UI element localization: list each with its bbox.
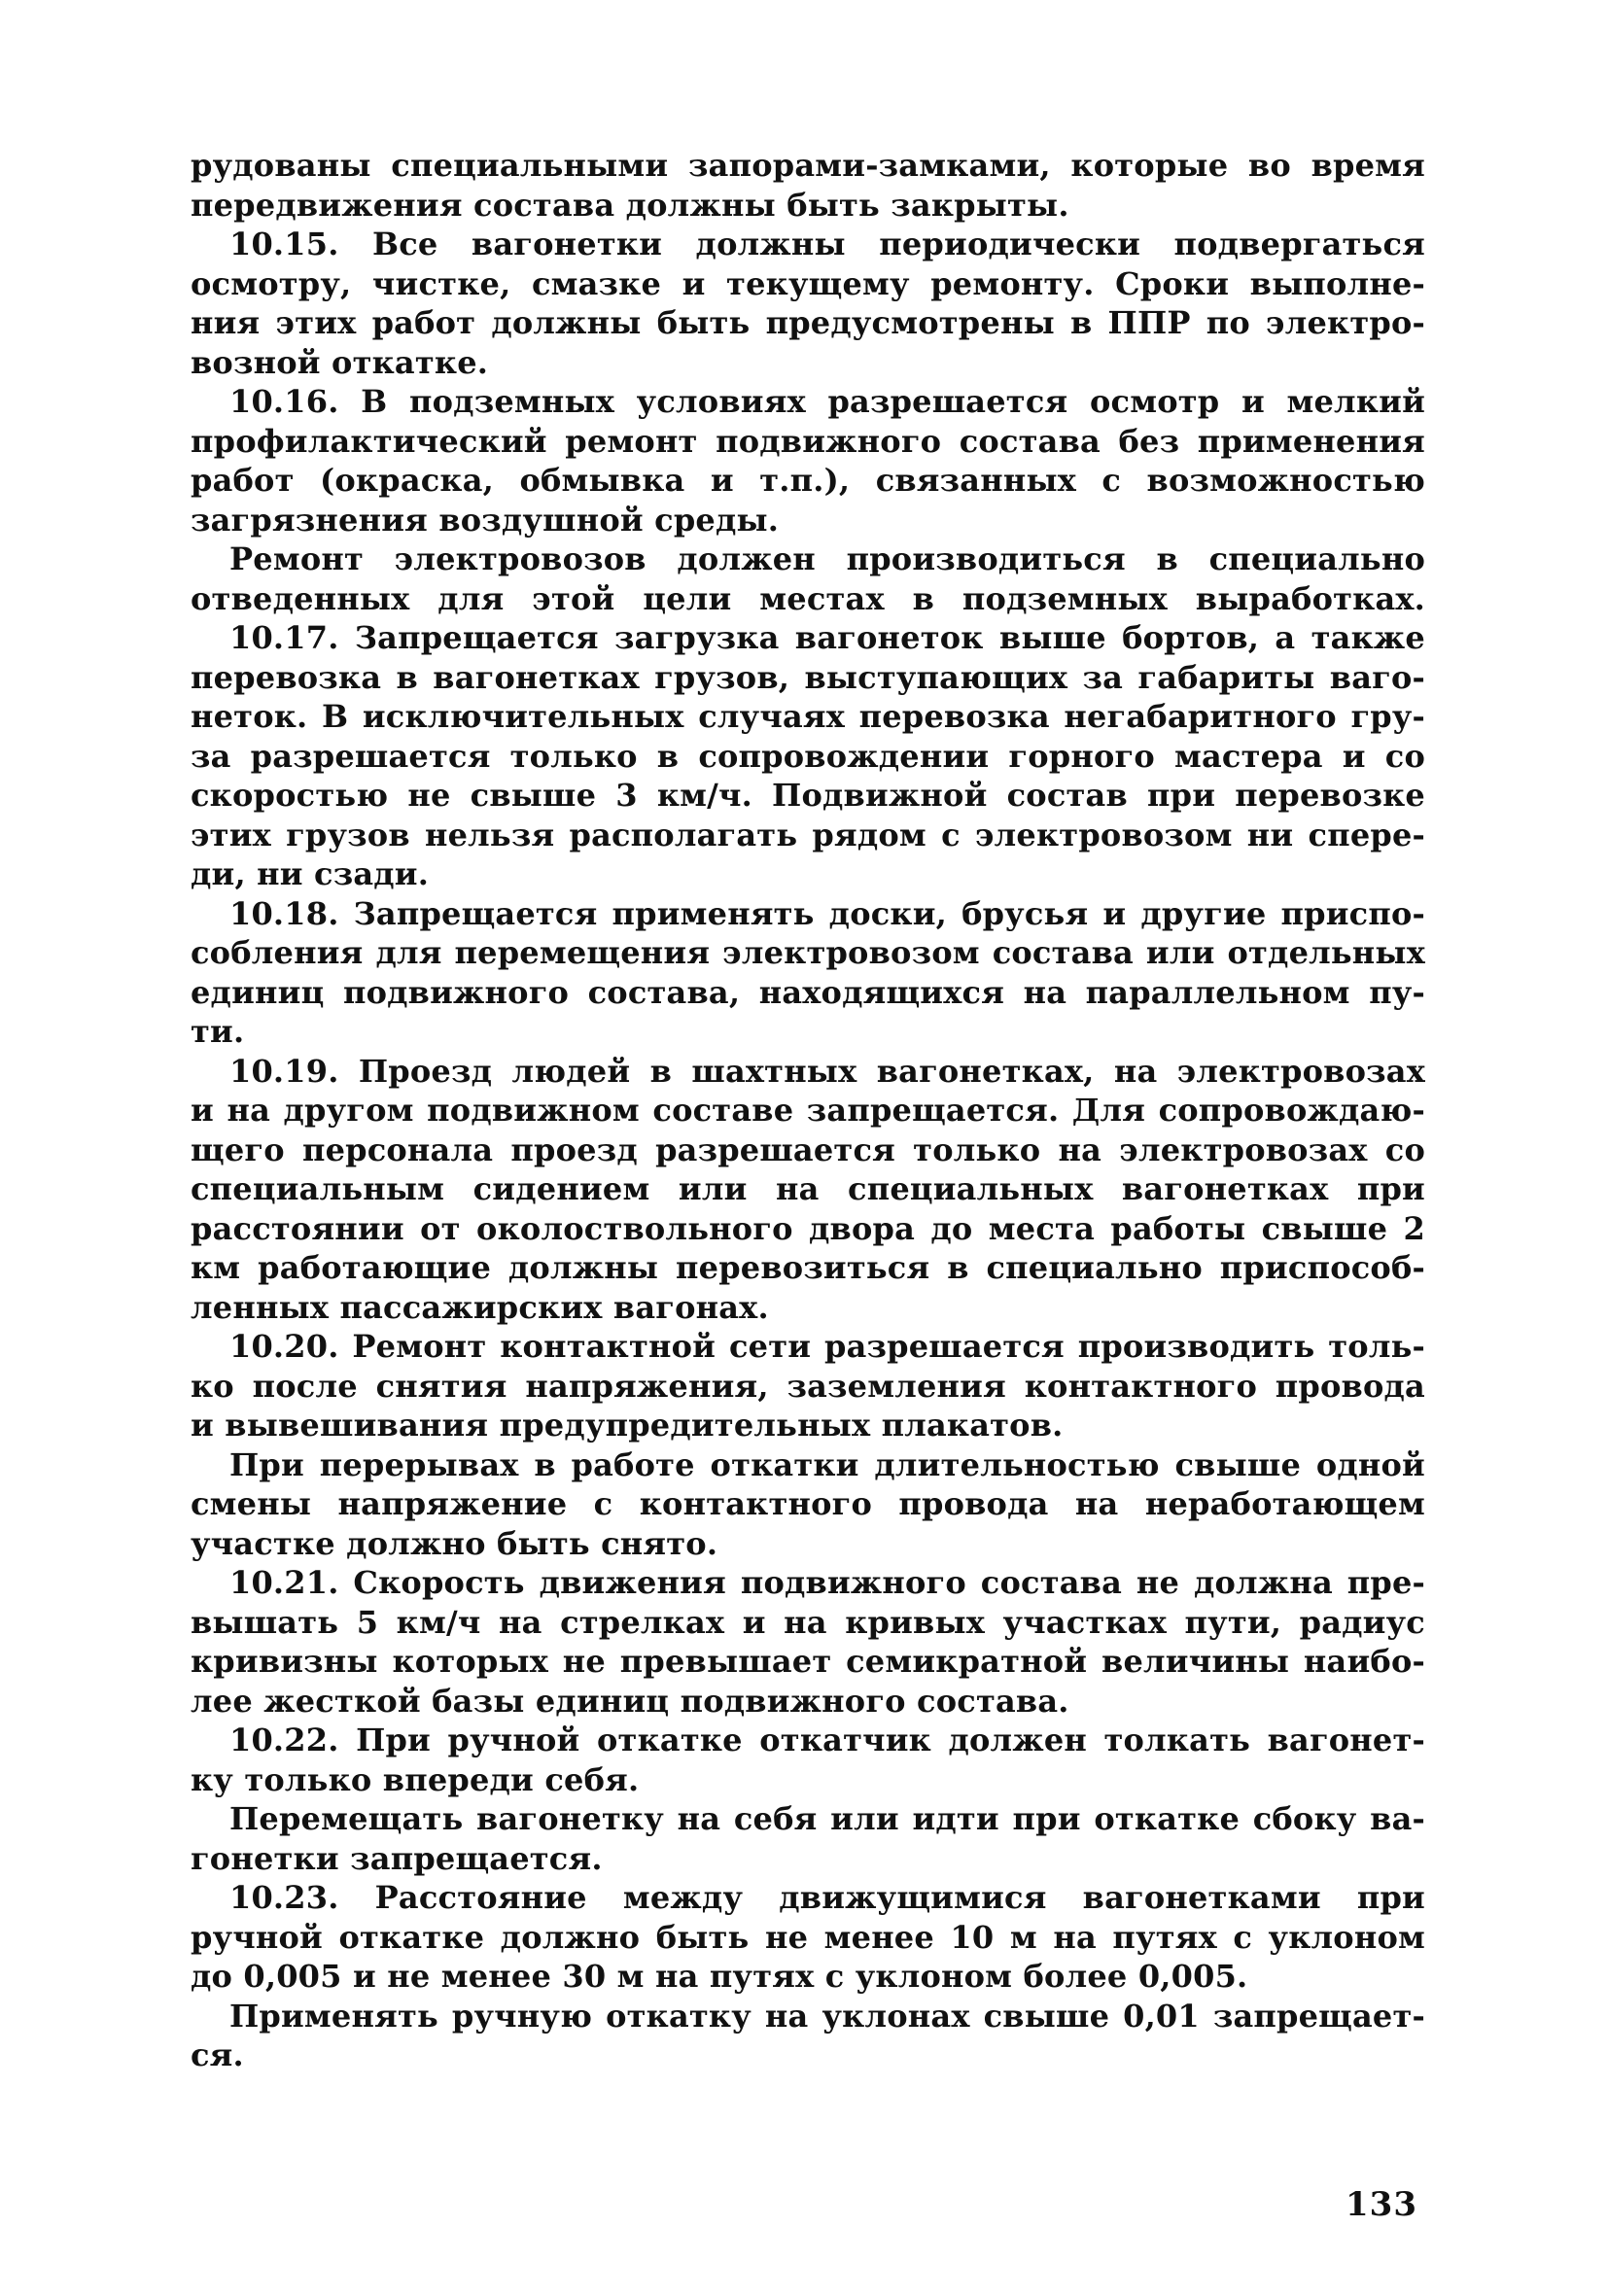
text-line: вышать 5 км/ч на стрелках и на кривых участках пути, радиус [191,1603,1425,1641]
text-line: профилактический ремонт подвижного состава без применения [191,422,1425,460]
text-line: работ (окраска, обмывка и т.п.), связанных с возможностью [191,462,1425,499]
text-line: специальным сидением или на специальных вагонетках при [191,1170,1425,1207]
text-line: собления для перемещения электровозом состава или отдельных [191,934,1425,971]
text-line: рудованы специальными запорами-замками, которые во время [191,147,1425,184]
text-line: ко после снятия напряжения, заземления контактного провода [191,1367,1425,1405]
text-line: отведенных для этой цели местах в подземных выработках. [191,579,1425,617]
text-line: 10.18. Запрещается применять доски, брусья и другие приспо- [229,894,1425,932]
text-line: 10.23. Расстояние между движущимися вагонетками при [229,1879,1425,1916]
text-line: При перерывах в работе откатки длительностью свыше одной [229,1445,1425,1483]
text-line: ди, ни сзади. [191,855,430,892]
text-line: за разрешается только в сопровождении горного мастера и со [191,737,1425,775]
text-line: кривизны которых не превышает семикратной величины наибо- [191,1643,1425,1680]
text-line: 10.16. В подземных условиях разрешается осмотр и мелкий [229,383,1425,420]
text-line: загрязнения воздушной среды. [191,501,780,539]
text-line: Перемещать вагонетку на себя или идти при откатке сбоку ва- [229,1800,1425,1837]
text-line: лее жесткой базы единиц подвижного состава. [191,1682,1069,1720]
text-line: ния этих работ должны быть предусмотрены в ППР по электро- [191,304,1425,341]
text-line: ку только впереди себя. [191,1760,640,1798]
text-line: этих грузов нельзя располагать рядом с электровозом ни спере- [191,816,1425,853]
text-line: гонетки запрещается. [191,1839,603,1877]
text-line: осмотру, чистке, смазке и текущему ремонту. Сроки выполне- [191,264,1425,302]
text-line: ручной откатке должно быть не менее 10 м на путях с уклоном [191,1918,1425,1956]
text-line: и вывешивания предупредительных плакатов. [191,1407,1064,1444]
text-line: ти. [191,1013,245,1050]
text-line: возной откатке. [191,343,489,381]
text-line: Ремонт электровозов должен производиться в специально [229,540,1425,577]
text-line: 10.17. Запрещается загрузка вагонеток выше бортов, а также [229,619,1425,656]
text-line: перевозка в вагонетках грузов, выступающих за габариты ваго- [191,658,1425,696]
text-line: и на другом подвижном составе запрещается. Для сопровождаю- [191,1092,1425,1129]
text-line: участке должно быть снято. [191,1524,718,1562]
text-line: скоростью не свыше 3 км/ч. Подвижной состав при перевозке [191,777,1425,814]
text-line: 10.21. Скорость движения подвижного состава не должна пре- [229,1564,1425,1601]
text-line: щего персонала проезд разрешается только на электровозах со [191,1131,1425,1168]
text-line: 10.15. Все вагонетки должны периодически подвергаться [229,226,1425,262]
text-line: Применять ручную откатку на уклонах свыше 0,01 запрещает- [229,1997,1425,2035]
text-line: 10.22. При ручной откатке откатчик должен толкать вагонет- [229,1722,1425,1758]
text-line: ся. [191,2036,244,2073]
text-line: расстоянии от околоствольного двора до места работы свыше 2 [191,1209,1425,1247]
text-line: км работающие должны перевозиться в специально приспособ- [191,1249,1425,1286]
text-line: передвижения состава должны быть закрыты. [191,186,1069,224]
text-line: смены напряжение с контактного провода на неработающем [191,1485,1425,1522]
text-line: неток. В исключительных случаях перевозка негабаритного гру- [191,698,1425,735]
text-line: 10.19. Проезд людей в шахтных вагонетках, на электровозах [229,1052,1425,1090]
text-line: 10.20. Ремонт контактной сети разрешается производить толь- [229,1328,1425,1365]
page-number: 133 [1346,2185,1417,2224]
text-line: до 0,005 и не менее 30 м на путях с уклоном более 0,005. [191,1958,1248,1995]
text-line: единиц подвижного состава, находящихся на параллельном пу- [191,973,1425,1011]
body-text [191,146,1425,2075]
text-line: ленных пассажирских вагонах. [191,1288,769,1326]
